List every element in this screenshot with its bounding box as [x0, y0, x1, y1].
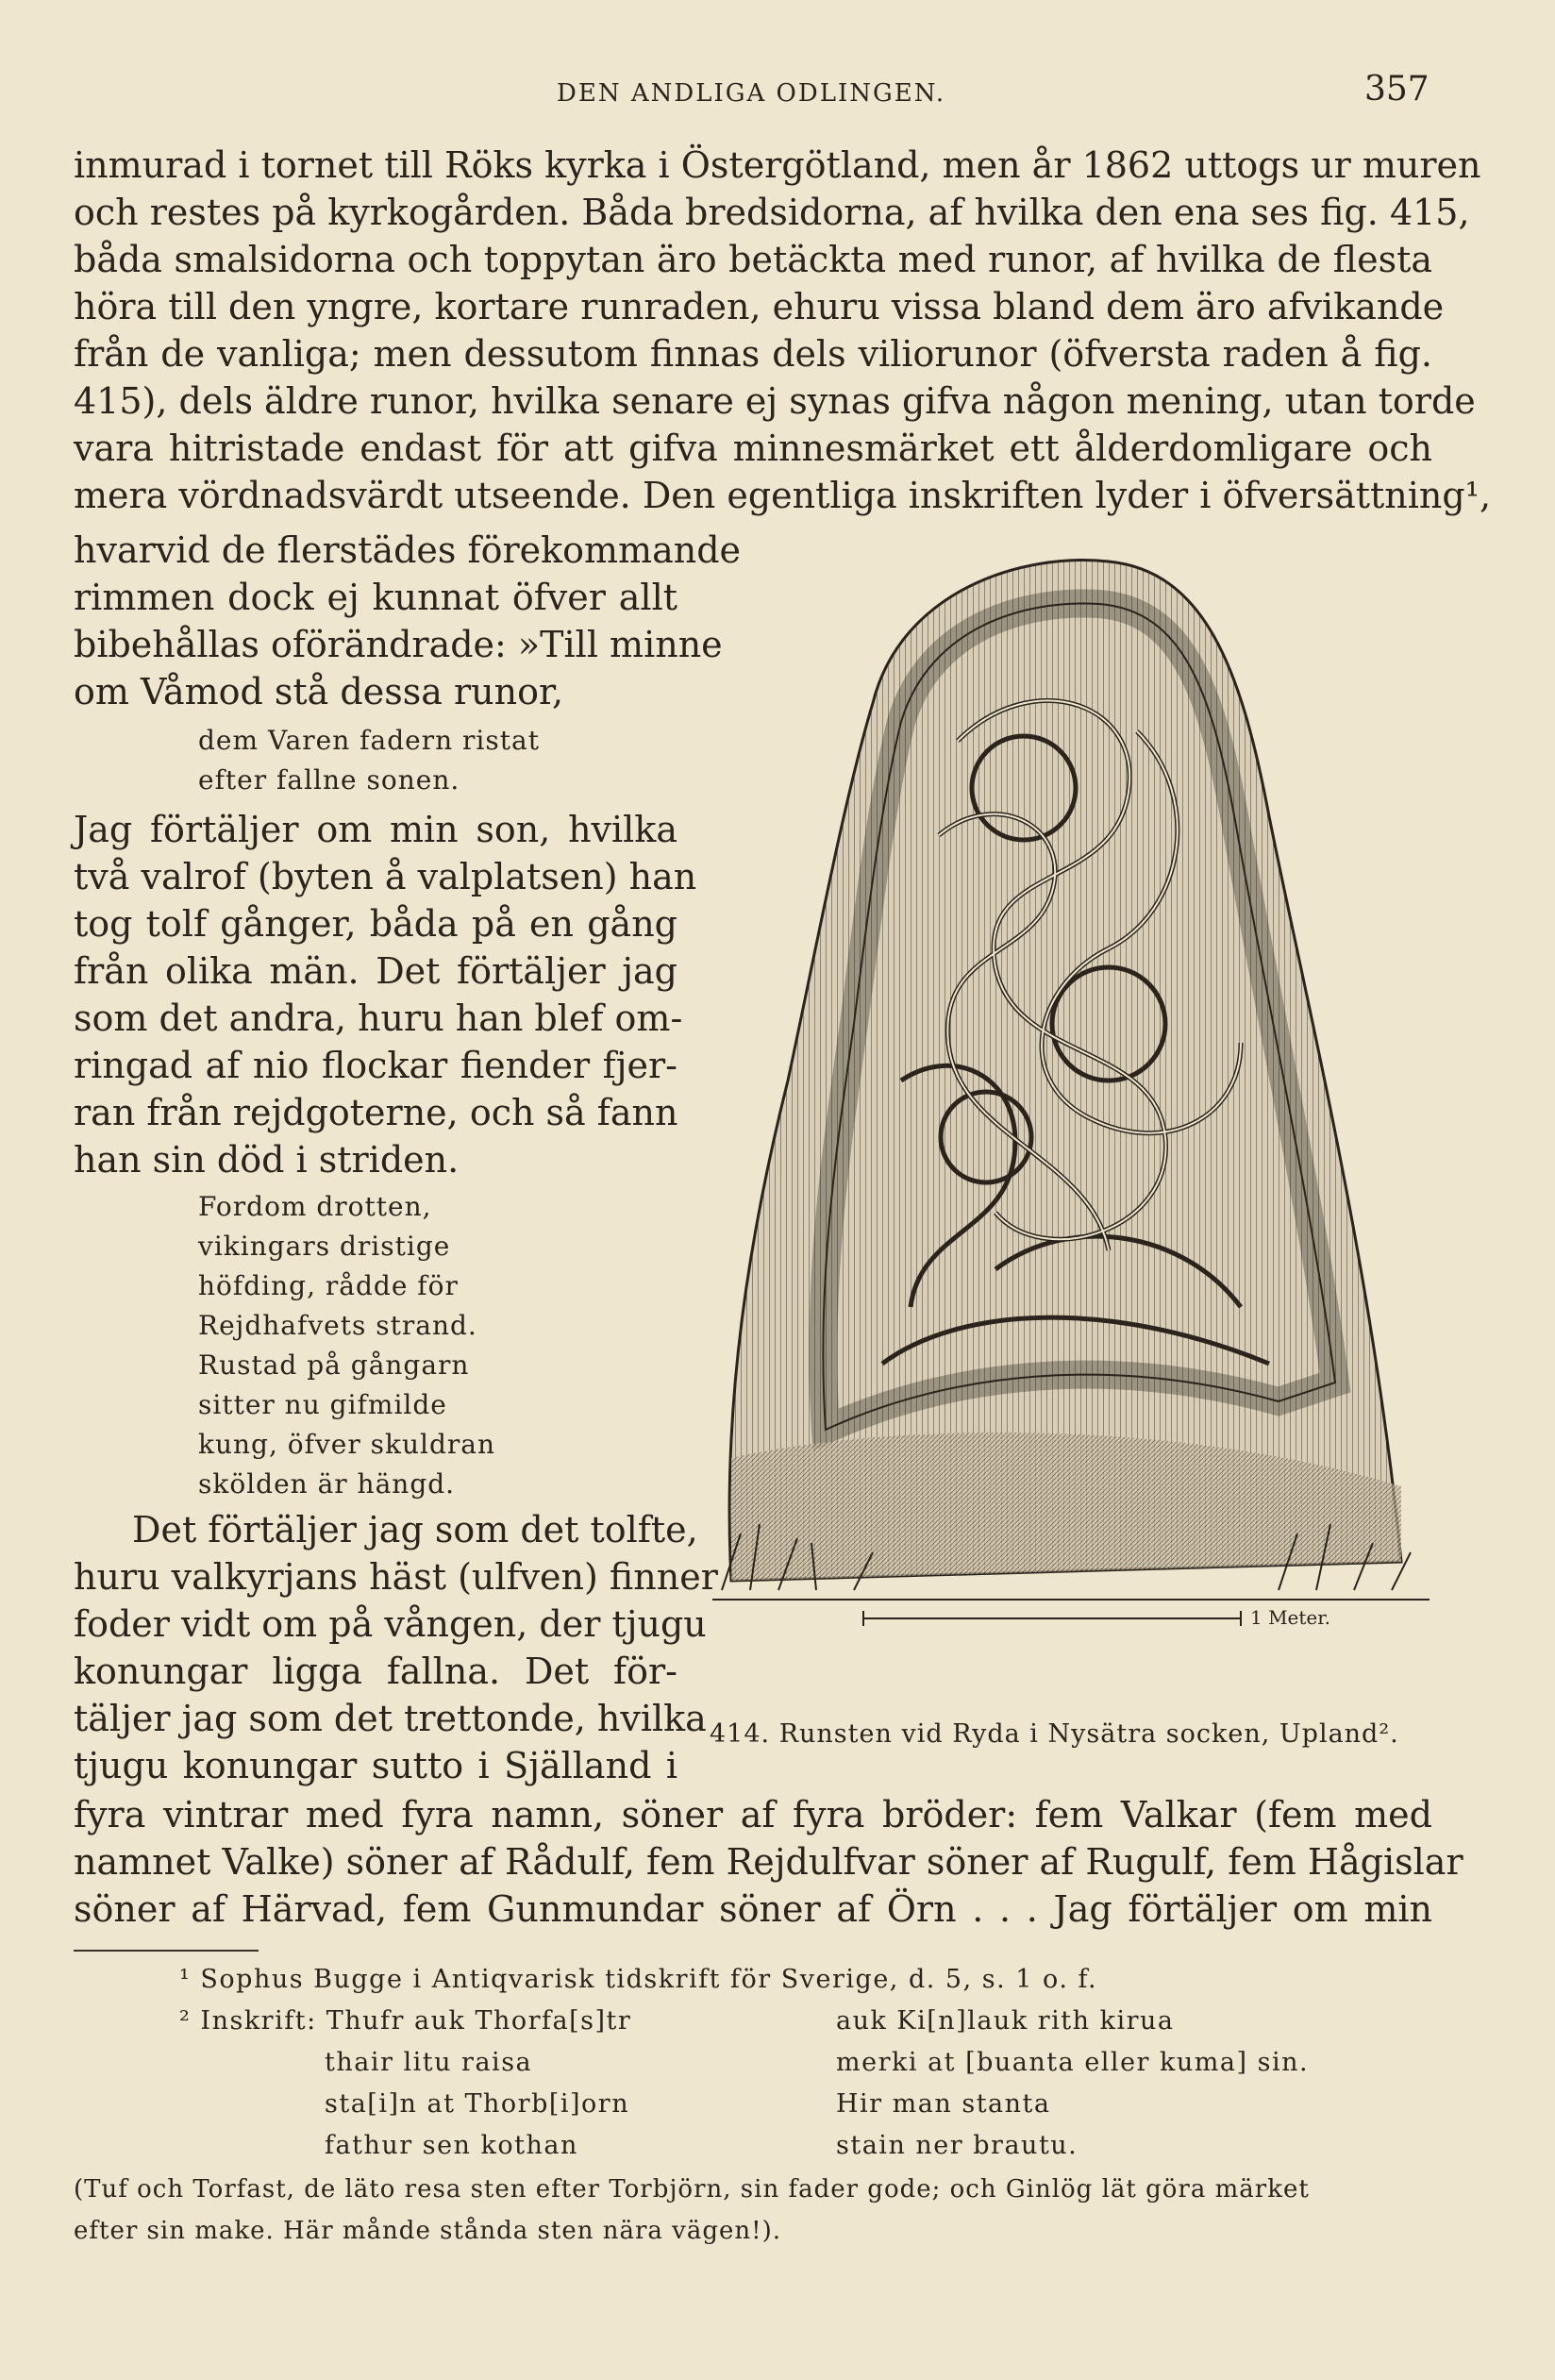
footnote-translation: (Tuf och Torfast, de läto resa sten efter Torbjörn, sin fader gode; och Ginlög lät göra märket [74, 2175, 1310, 2204]
body-line: från de vanliga; men dessutom finnas dels viliorunor (öfversta raden å fig. [74, 333, 1432, 375]
verse-line: skölden är hängd. [198, 1468, 456, 1500]
body-line: inmurad i tornet till Röks kyrka i Östergötland, men år 1862 uttogs ur muren [74, 144, 1481, 186]
column-line: foder vidt om på vången, der tjugu [74, 1603, 707, 1645]
footnote-translation: efter sin make. Här månde stånda sten nära vägen!). [74, 2217, 781, 2245]
column-line: bibehållas oförändrade: »Till minne [74, 624, 723, 665]
footnote-2-line: sta[i]n at Thorb[i]orn [325, 2089, 630, 2119]
footnote-2-line: auk Ki[n]lauk rith kirua [836, 2006, 1175, 2036]
body-line: söner af Härvad, fem Gunmundar söner af Örn . . . Jag förtäljer om min [74, 1888, 1432, 1930]
verse-line: sitter nu gifmilde [198, 1389, 447, 1420]
body-line: 415), dels äldre runor, hvilka senare ej synas gifva någon mening, utan torde [74, 380, 1476, 422]
column-line: hvarvid de flerstädes förekommande [74, 529, 742, 571]
page-header [0, 70, 1555, 117]
column-line: ringad af nio flockar fiender fjer- [74, 1045, 677, 1086]
verse-line: höfding, rådde för [198, 1270, 459, 1301]
body-line: vara hitristade endast för att gifva minnesmärket ett ålderdomligare och [74, 427, 1432, 469]
column-line: Det förtäljer jag som det tolfte, [132, 1509, 698, 1550]
verse-line: efter fallne sonen. [198, 764, 460, 796]
footnote-2-line: stain ner brautu. [836, 2131, 1078, 2160]
column-line: tjugu konungar sutto i Själland i [74, 1745, 677, 1786]
runestone-illustration [712, 552, 1430, 1684]
running-title: DEN ANDLIGA ODLINGEN. [557, 79, 946, 108]
figure-caption: 414. Runsten vid Ryda i Nysätra socken, Upland². [710, 1719, 1399, 1749]
column-line: om Våmod stå dessa runor, [74, 671, 564, 712]
footnote-2-line: ² Inskrift: Thufr auk Thorfa[s]tr [179, 2006, 632, 2036]
body-line: höra till den yngre, kortare runraden, ehuru vissa bland dem äro afvikande [74, 286, 1445, 327]
footnote-2-line: merki at [buanta eller kuma] sin. [836, 2048, 1310, 2077]
body-line: och restes på kyrkogården. Båda bredsidorna, af hvilka den ena ses fig. 415, [74, 192, 1470, 233]
column-line: konungar ligga fallna. Det för- [74, 1651, 677, 1692]
column-line: täljer jag som det trettonde, hvilka [74, 1698, 707, 1739]
verse-line: kung, öfver skuldran [198, 1429, 496, 1460]
column-line: som det andra, huru han blef om- [74, 997, 683, 1039]
verse-line: dem Varen fadern ristat [198, 725, 540, 756]
body-line: mera vördnadsvärdt utseende. Den egentliga inskriften lyder i öfversättning¹, [74, 475, 1492, 516]
column-line: Jag förtäljer om min son, hvilka [74, 809, 677, 850]
footnote-2-line: fathur sen kothan [325, 2131, 578, 2160]
runestone-figure [712, 552, 1430, 1684]
footnote-2-line: thair litu raisa [325, 2048, 533, 2077]
column-line: tog tolf gånger, båda på en gång [74, 903, 677, 945]
column-line: huru valkyrjans häst (ulfven) finner [74, 1556, 718, 1598]
column-line: rimmen dock ej kunnat öfver allt [74, 577, 677, 618]
verse-line: Rustad på gångarn [198, 1349, 470, 1381]
column-line: ran från rejdgoterne, och så fann [74, 1092, 678, 1133]
body-line: namnet Valke) söner af Rådulf, fem Rejdulfvar söner af Rugulf, fem Hågislar [74, 1841, 1463, 1883]
verse-line: vikingars dristige [198, 1231, 451, 1262]
column-line: två valrof (byten å valplatsen) han [74, 856, 697, 897]
body-line: båda smalsidorna och toppytan äro betäckta med runor, af hvilka de flesta [74, 239, 1432, 280]
column-line: han sin död i striden. [74, 1139, 460, 1181]
body-line: fyra vintrar med fyra namn, söner af fyra bröder: fem Valkar (fem med [74, 1794, 1432, 1835]
scale-label: 1 Meter. [1250, 1606, 1330, 1629]
page-number: 357 [1364, 70, 1430, 109]
column-line: från olika män. Det förtäljer jag [74, 950, 677, 992]
footnote-rule [74, 1950, 259, 1952]
verse-line: Fordom drotten, [198, 1191, 432, 1222]
footnote-1: ¹ Sophus Bugge i Antiqvarisk tidskrift för Sverige, d. 5, s. 1 o. f. [179, 1965, 1098, 1994]
scale-bar [863, 1611, 1241, 1626]
footnote-2-line: Hir man stanta [836, 2089, 1051, 2119]
verse-line: Rejdhafvets strand. [198, 1310, 477, 1341]
